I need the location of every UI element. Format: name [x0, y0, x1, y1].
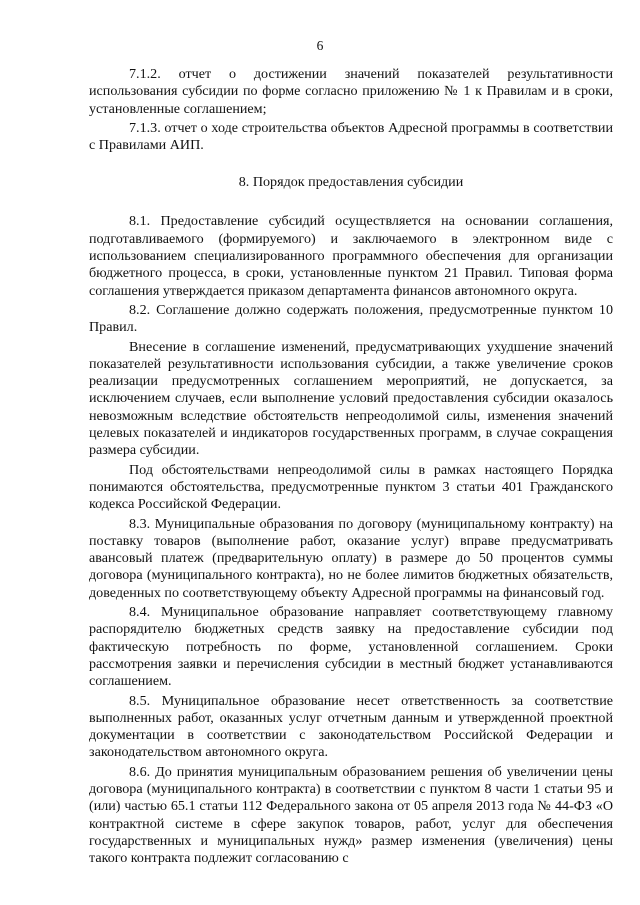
- paragraph-8-3: 8.3. Муниципальные образования по договору (муниципальному контракту) на поставку товаров (выполнение работ, оказание услуг) вправе предусматривать авансовый платеж (предварительную оплату) в размере до 50 процентов суммы договора (муниципального контракта), но не более лимитов бюджетных обязательств, доведенных по соответствующему объекту Адресной программы на финансовый год.: [89, 515, 613, 601]
- paragraph-8-2: 8.2. Соглашение должно содержать положения, предусмотренные пунктом 10 Правил.: [89, 301, 613, 336]
- paragraph-8-4: 8.4. Муниципальное образование направляет соответствующему главному распорядителю бюджетных средств заявку на предоставление субсидии под фактическую потребность по форме, установленной соглашением. Сроки рассмотрения заявки и перечисления субсидии в местный бюджет устанавливаются соглашением.: [89, 604, 613, 690]
- paragraph-8-1: 8.1. Предоставление субсидий осуществляется на основании соглашения, подготавливаемого (формируемого) и заключаемого в электронном виде с использованием специализированного программного обеспечения для организации бюджетного процесса, в сроки, установленные пунктом 21 Правил. Типовая форма соглашения утверждается приказом департамента финансов автономного округа.: [89, 213, 613, 299]
- section-heading: 8. Порядок предоставления субсидии: [238, 174, 464, 191]
- paragraph-7-1-3: 7.1.3. отчет о ходе строительства объектов Адресной программы в соответствии с Правилами АИП.: [89, 119, 613, 154]
- paragraph-8-2-force-majeure: Под обстоятельствами непреодолимой силы в рамках настоящего Порядка понимаются обстоятельства, предусмотренные пунктом 3 статьи 401 Гражданского кодекса Российской Федерации.: [89, 461, 613, 513]
- document-body: [89, 66, 613, 867]
- paragraph-7-1-2: 7.1.2. отчет о достижении значений показателей результативности использования субсидии по форме согласно приложению № 1 к Правилам и в сроки, установленные соглашением;: [89, 66, 613, 117]
- paragraph-8-5: 8.5. Муниципальное образование несет ответственность за соответствие выполненных работ, оказанных услуг отчетным данным и утвержденной проектной документации в соответствии с законодательством Российской Федерации и законодательством автономного округа.: [89, 692, 613, 761]
- page-number: 6: [316, 38, 324, 53]
- paragraph-8-2-amendments: Внесение в соглашение изменений, предусматривающих ухудшение значений показателей результативности использования субсидии, а также увеличение сроков реализации предусмотренных соглашением мероприятий, не допускается, за исключением случаев, если выполнение условий предоставления субсидии оказалось невозможным вследствие обстоятельств непреодолимой силы, изменения значений целевых показателей и индикаторов государственных программ, в случае сокращения размера субсидии.: [89, 338, 613, 459]
- paragraph-8-6: 8.6. До принятия муниципальным образованием решения об увеличении цены договора (муниципального контракта) в соответствии с пунктом 8 части 1 статьи 95 и (или) частью 65.1 статьи 112 Федерального закона от 05 апреля 2013 года № 44-ФЗ «О контрактной системе в сфере закупок товаров, работ, услуг для обеспечения государственных и муниципальных нужд» размер изменения (увеличения) цены такого контракта подлежит согласованию с: [89, 763, 613, 867]
